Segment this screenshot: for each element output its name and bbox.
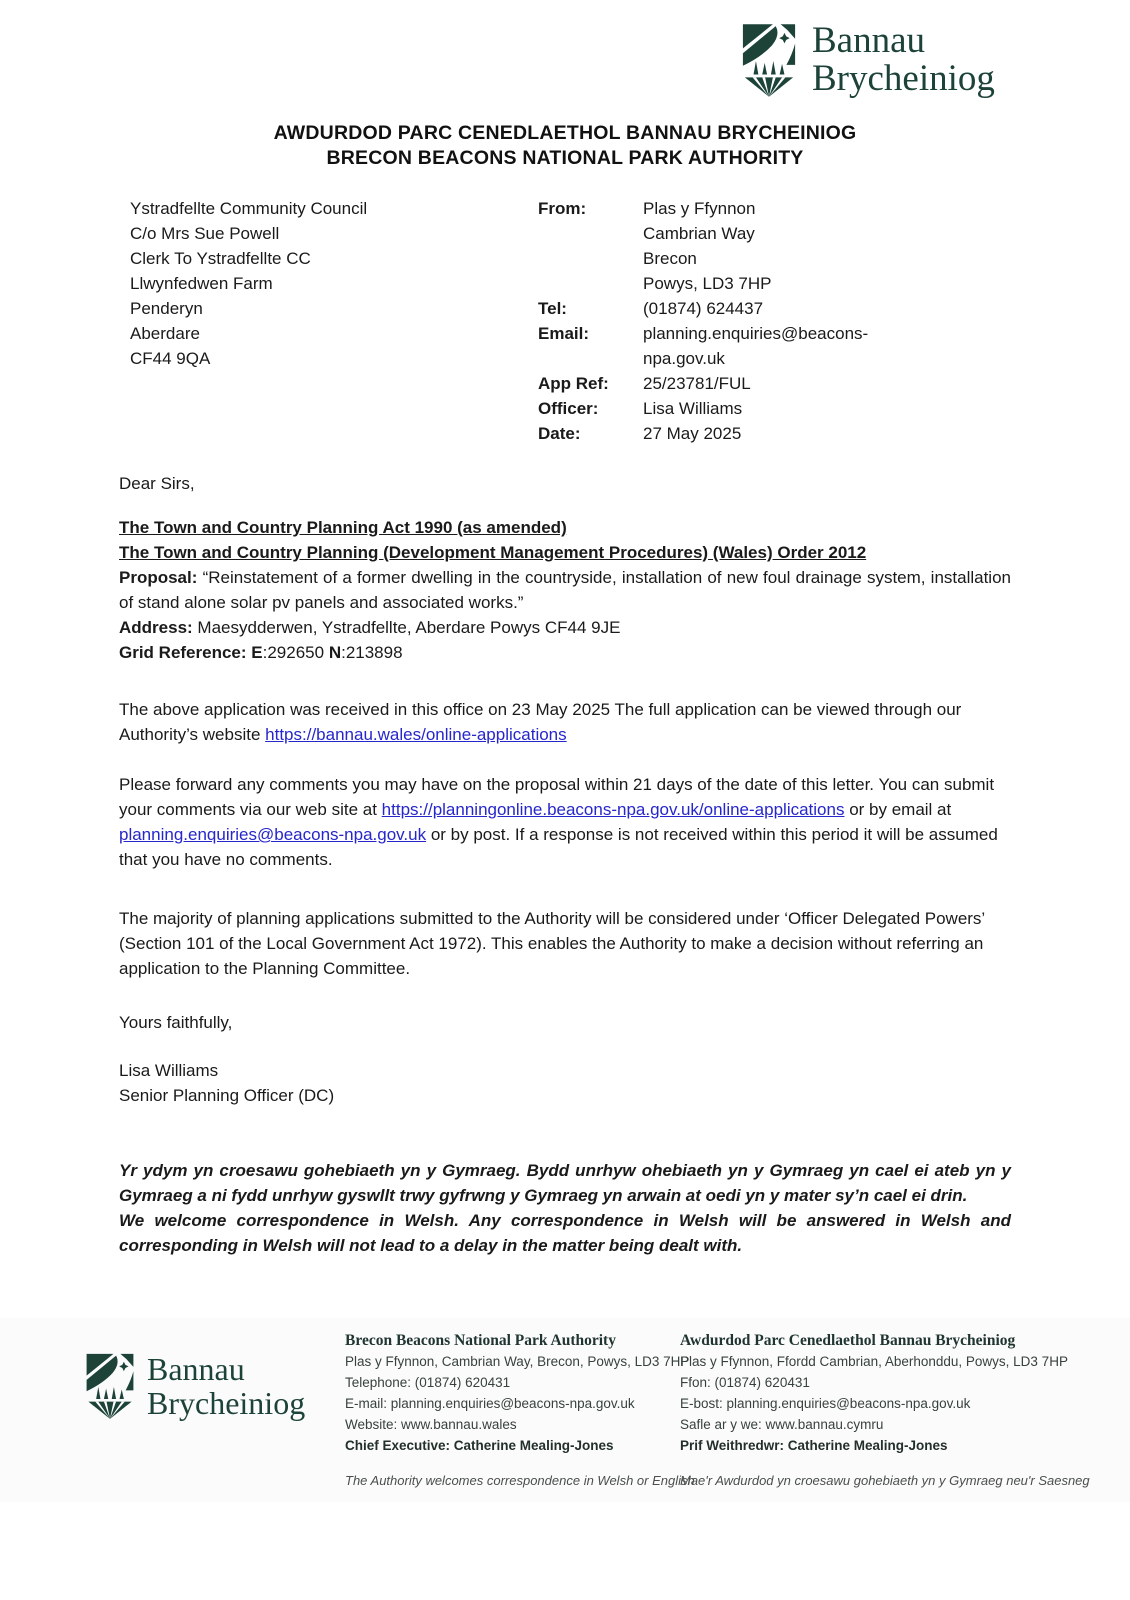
- authority-title: [0, 121, 1130, 171]
- proposal-text: “Reinstatement of a former dwelling in the countryside, installation of new foul drainage system, installation of stand alone solar pv panels and associated works.”: [119, 568, 1011, 612]
- footer: [0, 1318, 1130, 1502]
- grid-reference-line: [119, 640, 1011, 665]
- grid-n-value: :213898: [341, 643, 403, 662]
- paragraph-text: or by post. If a response is not received within this period it will be assumed that you have no comments.: [119, 825, 998, 869]
- recipient-line: Aberdare: [130, 324, 200, 343]
- footer-cy-website: Safle ar y we: www.bannau.cymru: [680, 1417, 884, 1432]
- signature-block: [119, 1058, 1011, 1108]
- recipient-line: Llwynfedwen Farm: [130, 274, 273, 293]
- meta-value-date: 27 May 2025: [643, 424, 742, 443]
- paragraph-text: The above application was received in this office on 23 May 2025 The full application can be viewed through our Authority’s website: [119, 700, 962, 744]
- link-planning-enquiries-email[interactable]: planning.enquiries@beacons-npa.gov.uk: [119, 825, 427, 844]
- meta-label-tel: Tel:: [538, 299, 567, 318]
- brand-logo: [740, 22, 995, 98]
- brand-wordmark: [812, 22, 995, 98]
- footer-en-address: Plas y Ffynnon, Cambrian Way, Brecon, Powys, LD3 7HP: [345, 1354, 690, 1369]
- paragraph-comments: [119, 772, 1011, 872]
- meta-value-app-ref: 25/23781/FUL: [643, 374, 751, 393]
- proposal-line: [119, 565, 1011, 615]
- footer-en-email: E-mail: planning.enquiries@beacons-npa.gov.uk: [345, 1396, 635, 1411]
- authority-title-english: BRECON BEACONS NATIONAL PARK AUTHORITY: [326, 147, 804, 169]
- grid-e-key: E: [251, 643, 263, 662]
- meta-row-date: [538, 421, 1010, 446]
- footer-cy-chief-executive: Prif Weithredwr: Catherine Mealing-Jones: [680, 1438, 948, 1453]
- meta-row-officer: [538, 396, 1010, 421]
- meta-label-email: Email:: [538, 324, 590, 343]
- paragraph-application-received: [119, 697, 1011, 747]
- footer-en-chief-executive: Chief Executive: Catherine Mealing-Jones: [345, 1438, 614, 1453]
- bannau-brycheiniog-shield-icon: [740, 22, 798, 98]
- footer-wordmark-line2: Brycheiniog: [147, 1385, 306, 1421]
- english-notice: We welcome correspondence in Welsh. Any correspondence in Welsh will be answered in Welsh and corresponding in Welsh will not lead to a delay in the matter being dealt with.: [119, 1211, 1011, 1255]
- footer-en-title: Brecon Beacons National Park Authority: [345, 1332, 616, 1349]
- footer-cy-telephone: Ffon: (01874) 620431: [680, 1375, 810, 1390]
- welsh-notice: Yr ydym yn croesawu gohebiaeth yn y Gymraeg. Bydd unrhyw ohebiaeth yn y Gymraeg yn cael ei ateb yn y Gymraeg a ni fydd unrhyw gyswllt trwy gyfrwng y Gymraeg yn arwain at oedi yn y mater sy’n cael ei drin.: [119, 1161, 1011, 1205]
- meta-label-officer: Officer:: [538, 399, 599, 418]
- meta-value-tel: (01874) 624437: [643, 299, 764, 318]
- meta-value-line: Brecon: [643, 249, 697, 268]
- letter-meta: [538, 196, 1010, 446]
- paragraph-delegated-powers: The majority of planning applications submitted to the Authority will be considered under ‘Officer Delegated Powers’ (Section 101 of the Local Government Act 1972). This enables the Authority to make a decision without referring an application to the Planning Committee.: [119, 909, 985, 978]
- footer-cy-email: E-bost: planning.enquiries@beacons-npa.gov.uk: [680, 1396, 971, 1411]
- meta-row-tel: [538, 296, 1010, 321]
- authority-title-welsh: AWDURDOD PARC CENEDLAETHOL BANNAU BRYCHEINIOG: [273, 122, 857, 144]
- footer-column-welsh: [680, 1330, 1090, 1491]
- footer-cy-address: Plas y Ffynnon, Ffordd Cambrian, Aberhonddu, Powys, LD3 7HP: [680, 1354, 1068, 1369]
- footer-wordmark-line1: Bannau: [147, 1351, 245, 1387]
- footer-en-website: Website: www.bannau.wales: [345, 1417, 517, 1432]
- paragraph-text: or by email at: [844, 800, 952, 819]
- footer-brand-wordmark: [147, 1352, 305, 1420]
- paragraph-text: Please forward any comments you may have on the proposal within 21 days of the date of this letter. You can submit your comments via our web site at: [119, 775, 995, 819]
- grid-n-key: N: [328, 643, 342, 662]
- grid-e-value: :292650: [262, 643, 325, 662]
- meta-label-app-ref: App Ref:: [538, 374, 609, 393]
- site-address-line: [119, 615, 1011, 640]
- meta-value-from: [643, 196, 772, 296]
- recipient-address: [130, 196, 367, 371]
- brand-wordmark-line1: Bannau: [812, 20, 926, 61]
- footer-en-note: The Authority welcomes correspondence in Welsh or English: [345, 1473, 695, 1488]
- footer-cy-note: Mae'r Awdurdod yn croesawu gohebiaeth yn y Gymraeg neu'r Saesneg: [680, 1473, 1090, 1488]
- brand-wordmark-line2: Brycheiniog: [812, 58, 995, 99]
- proposal-label: Proposal:: [119, 568, 198, 587]
- order-heading: The Town and Country Planning (Development Management Procedures) (Wales) Order 2012: [119, 543, 867, 562]
- meta-row-from: [538, 196, 1010, 296]
- act-heading: The Town and Country Planning Act 1990 (as amended): [119, 518, 567, 537]
- meta-row-email: [538, 321, 1010, 371]
- legal-heading-block: [119, 515, 1011, 665]
- address-label: Address:: [119, 618, 193, 637]
- meta-value-line: Cambrian Way: [643, 224, 755, 243]
- meta-value-line: Powys, LD3 7HP: [643, 274, 772, 293]
- meta-value-line: Plas y Ffynnon: [643, 199, 756, 218]
- address-text: Maesydderwen, Ystradfellte, Aberdare Powys CF44 9JE: [197, 618, 621, 637]
- meta-value-officer: Lisa Williams: [643, 399, 743, 418]
- footer-column-english: [345, 1330, 695, 1491]
- bannau-brycheiniog-shield-icon: [84, 1352, 136, 1420]
- recipient-line: CF44 9QA: [130, 349, 211, 368]
- meta-row-app-ref: [538, 371, 1010, 396]
- recipient-line: Ystradfellte Community Council: [130, 199, 368, 218]
- footer-en-telephone: Telephone: (01874) 620431: [345, 1375, 511, 1390]
- meta-value-email: [643, 321, 868, 371]
- recipient-line: Penderyn: [130, 299, 203, 318]
- grid-label: Grid Reference:: [119, 643, 247, 662]
- footer-brand-logo: [84, 1352, 305, 1420]
- closing: Yours faithfully,: [119, 1013, 233, 1032]
- signature-name: Lisa Williams: [119, 1061, 219, 1080]
- recipient-line: Clerk To Ystradfellte CC: [130, 249, 311, 268]
- link-planningonline[interactable]: https://planningonline.beacons-npa.gov.uk/online-applications: [381, 800, 845, 819]
- meta-label-date: Date:: [538, 424, 581, 443]
- footer-cy-title: Awdurdod Parc Cenedlaethol Bannau Brycheiniog: [680, 1332, 1016, 1349]
- meta-value-line: npa.gov.uk: [643, 349, 725, 368]
- salutation: Dear Sirs,: [119, 474, 195, 493]
- meta-value-line: planning.enquiries@beacons-: [643, 324, 869, 343]
- recipient-line: C/o Mrs Sue Powell: [130, 224, 280, 243]
- link-bannau-online-applications[interactable]: https://bannau.wales/online-applications: [265, 725, 567, 744]
- signature-role: Senior Planning Officer (DC): [119, 1086, 335, 1105]
- meta-label-from: From:: [538, 199, 587, 218]
- language-notice: [119, 1158, 1011, 1258]
